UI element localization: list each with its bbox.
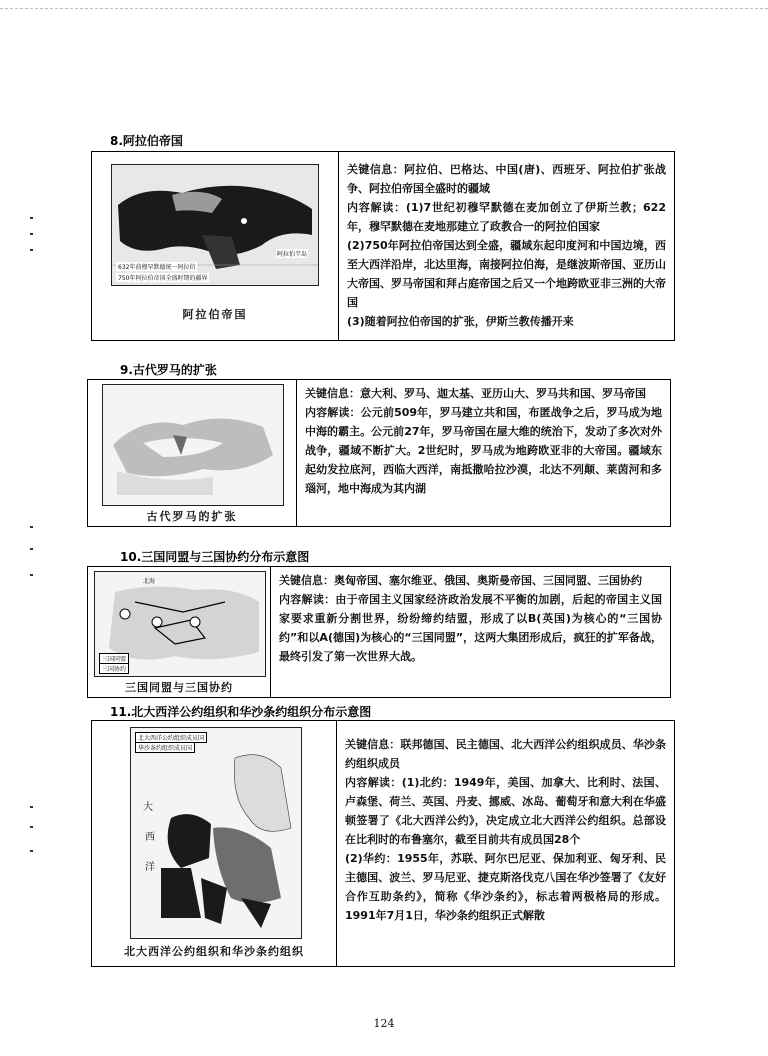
map-legend-item: 北大西洋公约组织成员国 — [135, 732, 207, 743]
key-info: 关键信息：联邦德国、民主德国、北大西洋公约组织成员、华沙条约组织成员 — [345, 738, 666, 770]
key-info: 关键信息：阿拉伯、巴格达、中国(唐)、西班牙、阿拉伯扩张战争、阿拉伯帝国全盛时的疆域 — [347, 163, 666, 195]
map-legend-item: 三国同盟 — [99, 653, 129, 664]
section-title-nato-warsaw: 11.北大西洋公约组织和华沙条约组织分布示意图 — [110, 705, 372, 719]
roman-empire-map — [102, 384, 284, 506]
map-place-label: 西 — [145, 832, 155, 843]
nato-warsaw-map — [130, 727, 302, 939]
explanation-text — [297, 380, 670, 526]
section-box-arab-empire — [91, 151, 675, 341]
map-legend-item: 632年前穆罕默德统一阿拉伯 — [118, 264, 196, 271]
explanation-text — [337, 721, 674, 966]
key-info: 关键信息：奥匈帝国、塞尔维亚、俄国、奥斯曼帝国、三国同盟、三国协约 — [279, 574, 642, 587]
figure-cell — [92, 721, 337, 966]
content-interpretation: (3)随着阿拉伯帝国的扩张，伊斯兰教传播开来 — [347, 315, 574, 328]
content-interpretation: 内容解读：由于帝国主义国家经济政治发展不平衡的加剧，后起的帝国主义国家要求重新分割世界，纷纷缔约结盟，形成了以B(英国)为核心的“三国协约”和以A(德国)为核心的“三国同盟”，这两大集团形成后，疯狂的扩军备战，最终引发了第一次世界大战。 — [279, 593, 662, 663]
figure-cell — [88, 380, 297, 526]
section-title-alliances: 10.三国同盟与三国协约分布示意图 — [120, 550, 310, 564]
binding-mark — [30, 574, 33, 576]
figure-caption: 古代罗马的扩张 — [146, 510, 238, 523]
map-legend-item: 750年阿拉伯帝国全盛时期的疆界 — [118, 275, 208, 282]
figure-caption: 三国同盟与三国协约 — [125, 681, 233, 694]
section-box-nato-warsaw — [91, 720, 675, 967]
binding-mark — [30, 826, 33, 828]
figure-cell — [92, 152, 339, 340]
binding-mark — [30, 850, 33, 852]
content-interpretation: 内容解读：公元前509年，罗马建立共和国，布匿战争之后，罗马成为地中海的霸主。公元前27年，罗马帝国在屋大维的统治下，发动了多次对外战争，疆域不断扩大。2世纪时，罗马成为地跨欧亚非的大帝国。疆域东起幼发拉底河，西临大西洋，南抵撒哈拉沙漠，北达不列颠、莱茵河和多瑙河，地中海成为其内湖 — [305, 406, 662, 495]
content-interpretation: (2)750年阿拉伯帝国达到全盛，疆域东起印度河和中国边境，西至大西洋沿岸，北达里海，南接阿拉伯海，是继波斯帝国、亚历山大帝国、罗马帝国和拜占庭帝国之后又一个地跨欧亚非三洲的大帝国 — [347, 239, 666, 309]
content-interpretation: 内容解读：(1)7世纪初穆罕默德在麦加创立了伊斯兰教；622年，穆罕默德在麦地那建立了政教合一的阿拉伯国家 — [347, 201, 666, 233]
map-place-label: 洋 — [145, 862, 155, 873]
map-place-label: 大 — [143, 802, 153, 813]
explanation-text — [339, 152, 674, 340]
map-legend-item: 华沙条约组织成员国 — [135, 742, 195, 753]
section-box-roman-expansion — [87, 379, 671, 527]
arab-empire-map — [111, 164, 319, 286]
roman-empire-map-graphic — [103, 385, 283, 505]
binding-mark — [30, 233, 33, 235]
nato-warsaw-map-graphic — [131, 728, 301, 938]
binding-mark — [30, 217, 33, 219]
binding-mark — [30, 548, 33, 550]
figure-caption: 阿拉伯帝国 — [182, 308, 248, 321]
page-number: 124 — [373, 1017, 395, 1030]
binding-mark — [30, 806, 33, 808]
section-box-alliances — [87, 566, 671, 698]
content-interpretation: 内容解读：(1)北约：1949年，美国、加拿大、比利时、法国、卢森堡、荷兰、英国、丹麦、挪威、冰岛、葡萄牙和意大利在华盛顿签署了《北大西洋公约》，决定成立北大西洋公约组织。总部设在比利时的布鲁塞尔，截至目前共有成员国28个 — [345, 776, 666, 846]
section-title-roman-expansion: 9.古代罗马的扩张 — [120, 363, 217, 377]
page-top-border — [0, 8, 768, 9]
map-place-label: 北海 — [143, 578, 156, 585]
map-place-label: 阿拉伯半岛 — [276, 251, 307, 258]
map-legend-item: 三国协约 — [99, 663, 129, 674]
figure-cell — [88, 567, 271, 697]
binding-mark — [30, 526, 33, 528]
binding-mark — [30, 249, 33, 251]
alliances-map — [94, 571, 266, 677]
section-title-arab-empire: 8.阿拉伯帝国 — [110, 134, 183, 148]
figure-caption: 北大西洋公约组织和华沙条约组织 — [124, 945, 304, 958]
explanation-text — [271, 567, 670, 697]
content-interpretation: (2)华约：1955年，苏联、阿尔巴尼亚、保加利亚、匈牙利、民主德国、波兰、罗马尼亚、捷克斯洛伐克八国在华沙签署了《友好合作互助条约》，简称《华沙条约》，标志着两极格局的形成。1991年7月1日，华沙条约组织正式解散 — [345, 852, 666, 922]
key-info: 关键信息：意大利、罗马、迦太基、亚历山大、罗马共和国、罗马帝国 — [305, 387, 646, 400]
